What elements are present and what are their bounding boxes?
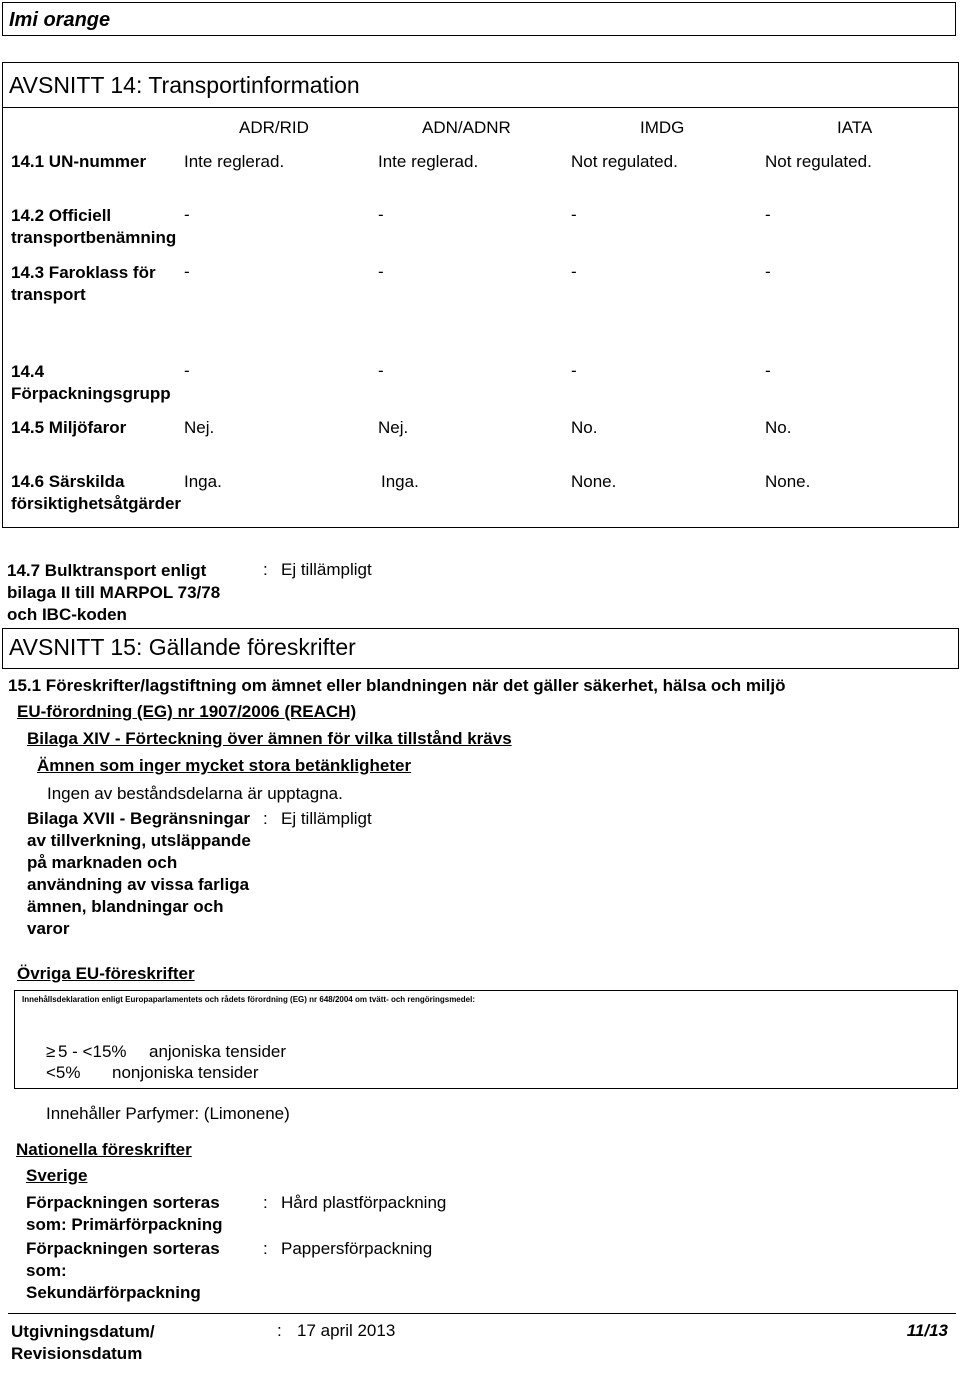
- ingredient-name: nonjoniska tensider: [112, 1063, 259, 1082]
- primary-packaging-label: Förpackningen sorteras som: Primärförpackning: [26, 1193, 223, 1234]
- table-cell: Inga.: [184, 472, 222, 491]
- ingredient-amount: <5%: [46, 1063, 81, 1082]
- page-number: 11/13: [906, 1321, 948, 1340]
- annex-14-heading: Bilaga XIV - Förteckning över ämnen för vilka tillstånd krävs: [27, 729, 512, 748]
- footer-date: 17 april 2013: [297, 1321, 396, 1340]
- product-name: Imi orange: [9, 9, 111, 31]
- svhc-text: Ingen av beståndsdelarna är upptagna.: [47, 784, 343, 803]
- section-15-title: AVSNITT 15: Gällande föreskrifter: [9, 634, 356, 660]
- table-cell: None.: [765, 472, 811, 491]
- annex-17-colon: :: [263, 809, 268, 828]
- secondary-packaging-value: Pappersförpackning: [281, 1239, 433, 1258]
- col-header-adn: ADN/ADNR: [422, 118, 511, 137]
- header-box: [2, 2, 956, 36]
- ingredient-amount: 5 - <15%: [58, 1042, 127, 1061]
- row-label-environmental: 14.5 Miljöfaror: [11, 418, 127, 437]
- bulk-transport-value: Ej tillämpligt: [281, 560, 372, 579]
- footer-date-label: Utgivningsdatum/ Revisionsdatum: [11, 1322, 155, 1363]
- country-heading: Sverige: [26, 1166, 88, 1185]
- table-cell: -: [765, 205, 771, 224]
- table-cell: Not regulated.: [571, 152, 678, 171]
- table-cell: Nej.: [378, 418, 409, 437]
- table-cell: None.: [571, 472, 617, 491]
- section-15-header: [2, 628, 959, 669]
- table-cell: -: [184, 361, 190, 380]
- bulk-transport-colon: :: [263, 560, 268, 579]
- table-cell: Inte reglerad.: [378, 152, 479, 171]
- footer-colon: :: [277, 1321, 282, 1340]
- table-cell: -: [184, 205, 190, 224]
- table-cell: Nej.: [184, 418, 215, 437]
- table-cell: -: [378, 262, 384, 281]
- section-15-subtitle: 15.1 Föreskrifter/lagstiftning om ämnet eller blandningen när det gäller säkerhet, hälsa och miljö: [8, 676, 786, 695]
- row-label-shipping-name: 14.2 Officiell transportbenämning: [11, 206, 177, 247]
- row-label-packing-group: 14.4 Förpackningsgrupp: [11, 362, 171, 403]
- table-cell: -: [765, 361, 771, 380]
- table-cell: Inte reglerad.: [184, 152, 285, 171]
- footer-rule: [8, 1313, 956, 1314]
- table-cell: -: [571, 361, 577, 380]
- table-cell: No.: [571, 418, 598, 437]
- detergent-declaration-heading: Innehållsdeklaration enligt Europaparlamentets och rådets förordning (EG) nr 648/2004 om tvätt- och rengöringsmedel:: [22, 995, 475, 1004]
- table-cell: No.: [765, 418, 792, 437]
- col-header-adr: ADR/RID: [239, 118, 309, 137]
- table-cell: -: [378, 205, 384, 224]
- reach-heading: EU-förordning (EG) nr 1907/2006 (REACH): [17, 702, 357, 721]
- table-cell: -: [571, 205, 577, 224]
- svhc-heading: Ämnen som inger mycket stora betänkligheter: [37, 756, 412, 775]
- other-eu-heading: Övriga EU-föreskrifter: [17, 964, 195, 983]
- secondary-packaging-label: Förpackningen sorteras som: Sekundärförpackning: [26, 1239, 220, 1302]
- section-14-header: [2, 62, 959, 108]
- ingredient-name: anjoniska tensider: [149, 1042, 287, 1061]
- bulk-transport-label: 14.7 Bulktransport enligt bilaga II till MARPOL 73/78 och IBC-koden: [7, 561, 221, 624]
- table-cell: -: [571, 262, 577, 281]
- table-cell: -: [765, 262, 771, 281]
- perfume-text: Innehåller Parfymer: (Limonene): [46, 1104, 290, 1123]
- primary-packaging-colon: :: [263, 1193, 268, 1212]
- table-cell: Inga.: [381, 472, 419, 491]
- table-cell: Not regulated.: [765, 152, 872, 171]
- row-label-hazard-class: 14.3 Faroklass för transport: [11, 263, 156, 304]
- secondary-packaging-colon: :: [263, 1239, 268, 1258]
- national-regulations-heading: Nationella föreskrifter: [16, 1140, 192, 1159]
- table-cell: -: [184, 262, 190, 281]
- annex-17-value: Ej tillämpligt: [281, 809, 372, 828]
- annex-17-label: Bilaga XVII - Begränsningar av tillverkning, utsläppande på marknaden och användning av vissa farliga ämnen, blandningar och varor: [27, 809, 251, 938]
- col-header-imdg: IMDG: [640, 118, 685, 137]
- ingredient-symbol: ≥: [46, 1042, 56, 1061]
- col-header-iata: IATA: [837, 118, 873, 137]
- primary-packaging-value: Hård plastförpackning: [281, 1193, 447, 1212]
- table-cell: -: [378, 361, 384, 380]
- section-14-title: AVSNITT 14: Transportinformation: [9, 72, 360, 98]
- row-label-un-number: 14.1 UN-nummer: [11, 152, 147, 171]
- row-label-special-precautions: 14.6 Särskilda försiktighetsåtgärder: [11, 472, 182, 513]
